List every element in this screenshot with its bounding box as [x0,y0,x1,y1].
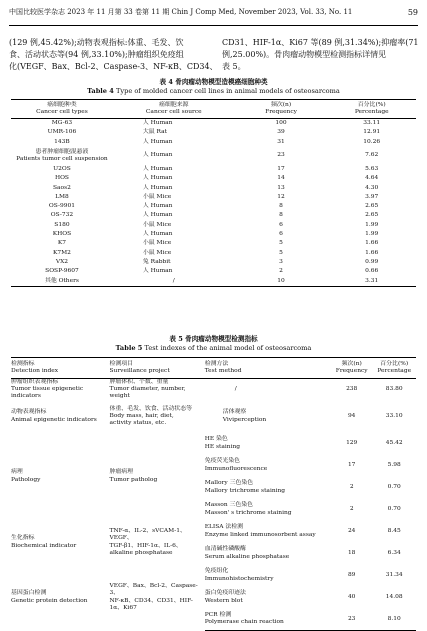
table-row: OS-732 人 Human 8 2.65 [50,212,379,219]
table-row: HOS 人 Human 14 4.64 [54,175,379,182]
table5-caption-en: Table 5 Test indexes of the animal model of osteosarcoma [115,344,312,352]
text-line: 化(VEGF、Bax、Bcl-2、Caspase-3、NF-κB、CD34、 [9,62,218,71]
table4-header-cell: 癌细胞种类 Cancer cell types [11,100,113,119]
table-row: 肿瘤组织表观指标 Tumor tissue epigenetic indicators 肿瘤体积、个数、重量 Tumor diameter, number, weight / 238 83.80 [11,379,403,400]
left-column-text [9,37,218,73]
table-row: 143B 人 Human 31 10.26 [54,138,381,145]
text-line: 表 5。 [222,62,246,71]
table-row: OS-9901 人 Human 8 2.65 [48,203,379,210]
table-row: PCR 检测 Polymerase chain reaction 23 8.10 [11,609,416,631]
table-row: U2OS 人 Human 17 5.63 [53,165,379,172]
table5-header-cell: 检测方法 Test method [205,358,331,379]
table5-header-cell: 检测项目 Surveillance project [110,358,205,379]
right-column-text [222,37,421,73]
table-row: KHOS 人 Human 6 1.99 [52,231,379,238]
table4-header-row [11,100,416,119]
table5-header-cell: 频次(n) Frequency [331,358,373,379]
page-number: 59 [407,8,418,17]
text-line: 例,25.00%)。骨肉瘤动物模型检测指标详情见 [222,50,387,59]
table-row: K7M2 小鼠 Mice 5 1.66 [52,249,379,256]
header-rule [9,25,418,26]
table5-header-row [11,358,416,379]
table-row: 患者肿瘤细胞混悬液 Patients tumor cell suspension 人 Human 23 7.62 [16,148,379,162]
table4-caption-cn: 表 4 骨肉瘤动物模型造模癌细胞种类 [159,78,268,86]
text-line: (129 例,45.42%);动物表观指标:体重、毛发、饮 [9,38,184,47]
table-row: Mallory 三色染色 Mallory trichrome staining 2 0.70 [204,480,401,494]
table-row: 动物表观指标 Animal epigenetic indicators 体重、毛发、饮食、活动状态等 Body mass, hair, diet, activity status, etc. 活体观察 Viviperception 94 33.10 [11,405,403,427]
table-row: 血清碱性磷酸酶 Serum alkaline phosphatase 18 6.34 [204,546,401,560]
table-row: K7 小鼠 Mice 5 1.66 [57,240,379,247]
journal-header: 中国比较医学杂志 2023 年 11 月第 33 卷第 11 期 Chin J Comp Med, November 2023, Vol. 33, No. 11 [9,8,353,16]
table4 [11,99,416,287]
table-row: Saos2 人 Human 13 4.30 [53,184,379,191]
table5-header-cell: 检测指标 Detection index [11,358,110,379]
table4-header-cell: 癌细胞来源 Cancer cell source [113,100,235,119]
table-row: 病理 Pathology 肿瘤病理 Tumor patholog HE 染色 HE staining 129 45.42 [11,436,403,483]
table5 [11,357,416,631]
table-row: MG-63 人 Human 100 33.11 [51,120,381,127]
table-row: SOSP-9607 人 Human 2 0.66 [45,268,379,275]
text-line: 食、活动状态等(94 例,33.10%);肿瘤组织免疫组 [9,50,184,59]
text-line: CD31、HIF-1α、Ki67 等(89 例,31.34%);抑瘤率(71 [222,38,419,47]
table-row: LM8 小鼠 Mice 12 3.97 [55,193,379,200]
table4-header-cell: 频次(n) Frequency [235,100,328,119]
table5-caption-cn: 表 5 骨肉瘤动物模型检测指标 [169,335,258,343]
table-row: UMR-106 大鼠 Rat 39 12.91 [47,129,381,136]
table-row: 其他 Others / 10 3.31 [11,276,416,286]
table-row: 基因蛋白检测 Genetic protein detection VEGF、Bax、Bcl-2、Caspase-3、 NF-κB、CD34、CD31、HIF-1α、Ki67 免疫组化 Immunohistochemistry 89 31.34 [11,568,403,611]
table-row: 生化指标 Biochemical indicator TNF-α、IL-2、sVCAM-1、VEGF、 TGF-β1、HIF-1α、IL-6、 alkaline phosphatase ELISA 法检测 Enzyme linked immunosorbent assay 24 8.45 [11,524,401,556]
table5-header-cell: 百分比(%) Percentage [372,358,416,379]
table4-caption-en: Table 4 Type of molded cancer cell lines in animal models of osteosarcoma [87,87,340,95]
table4-header-cell: 百分比(%) Percentage [327,100,416,119]
table-row: 免疫荧光染色 Immunofluorescence 17 5.98 [204,458,401,472]
table-row: S180 小鼠 Mice 6 1.99 [54,221,379,228]
table-row: 蛋白免疫印迹法 Western blot 40 14.08 [204,590,403,604]
table-row: Masson 三色染色 Masson' s trichrome staining 2 0.70 [204,502,401,516]
table-row: VX2 兔 Rabbit 3 0.99 [55,258,379,265]
